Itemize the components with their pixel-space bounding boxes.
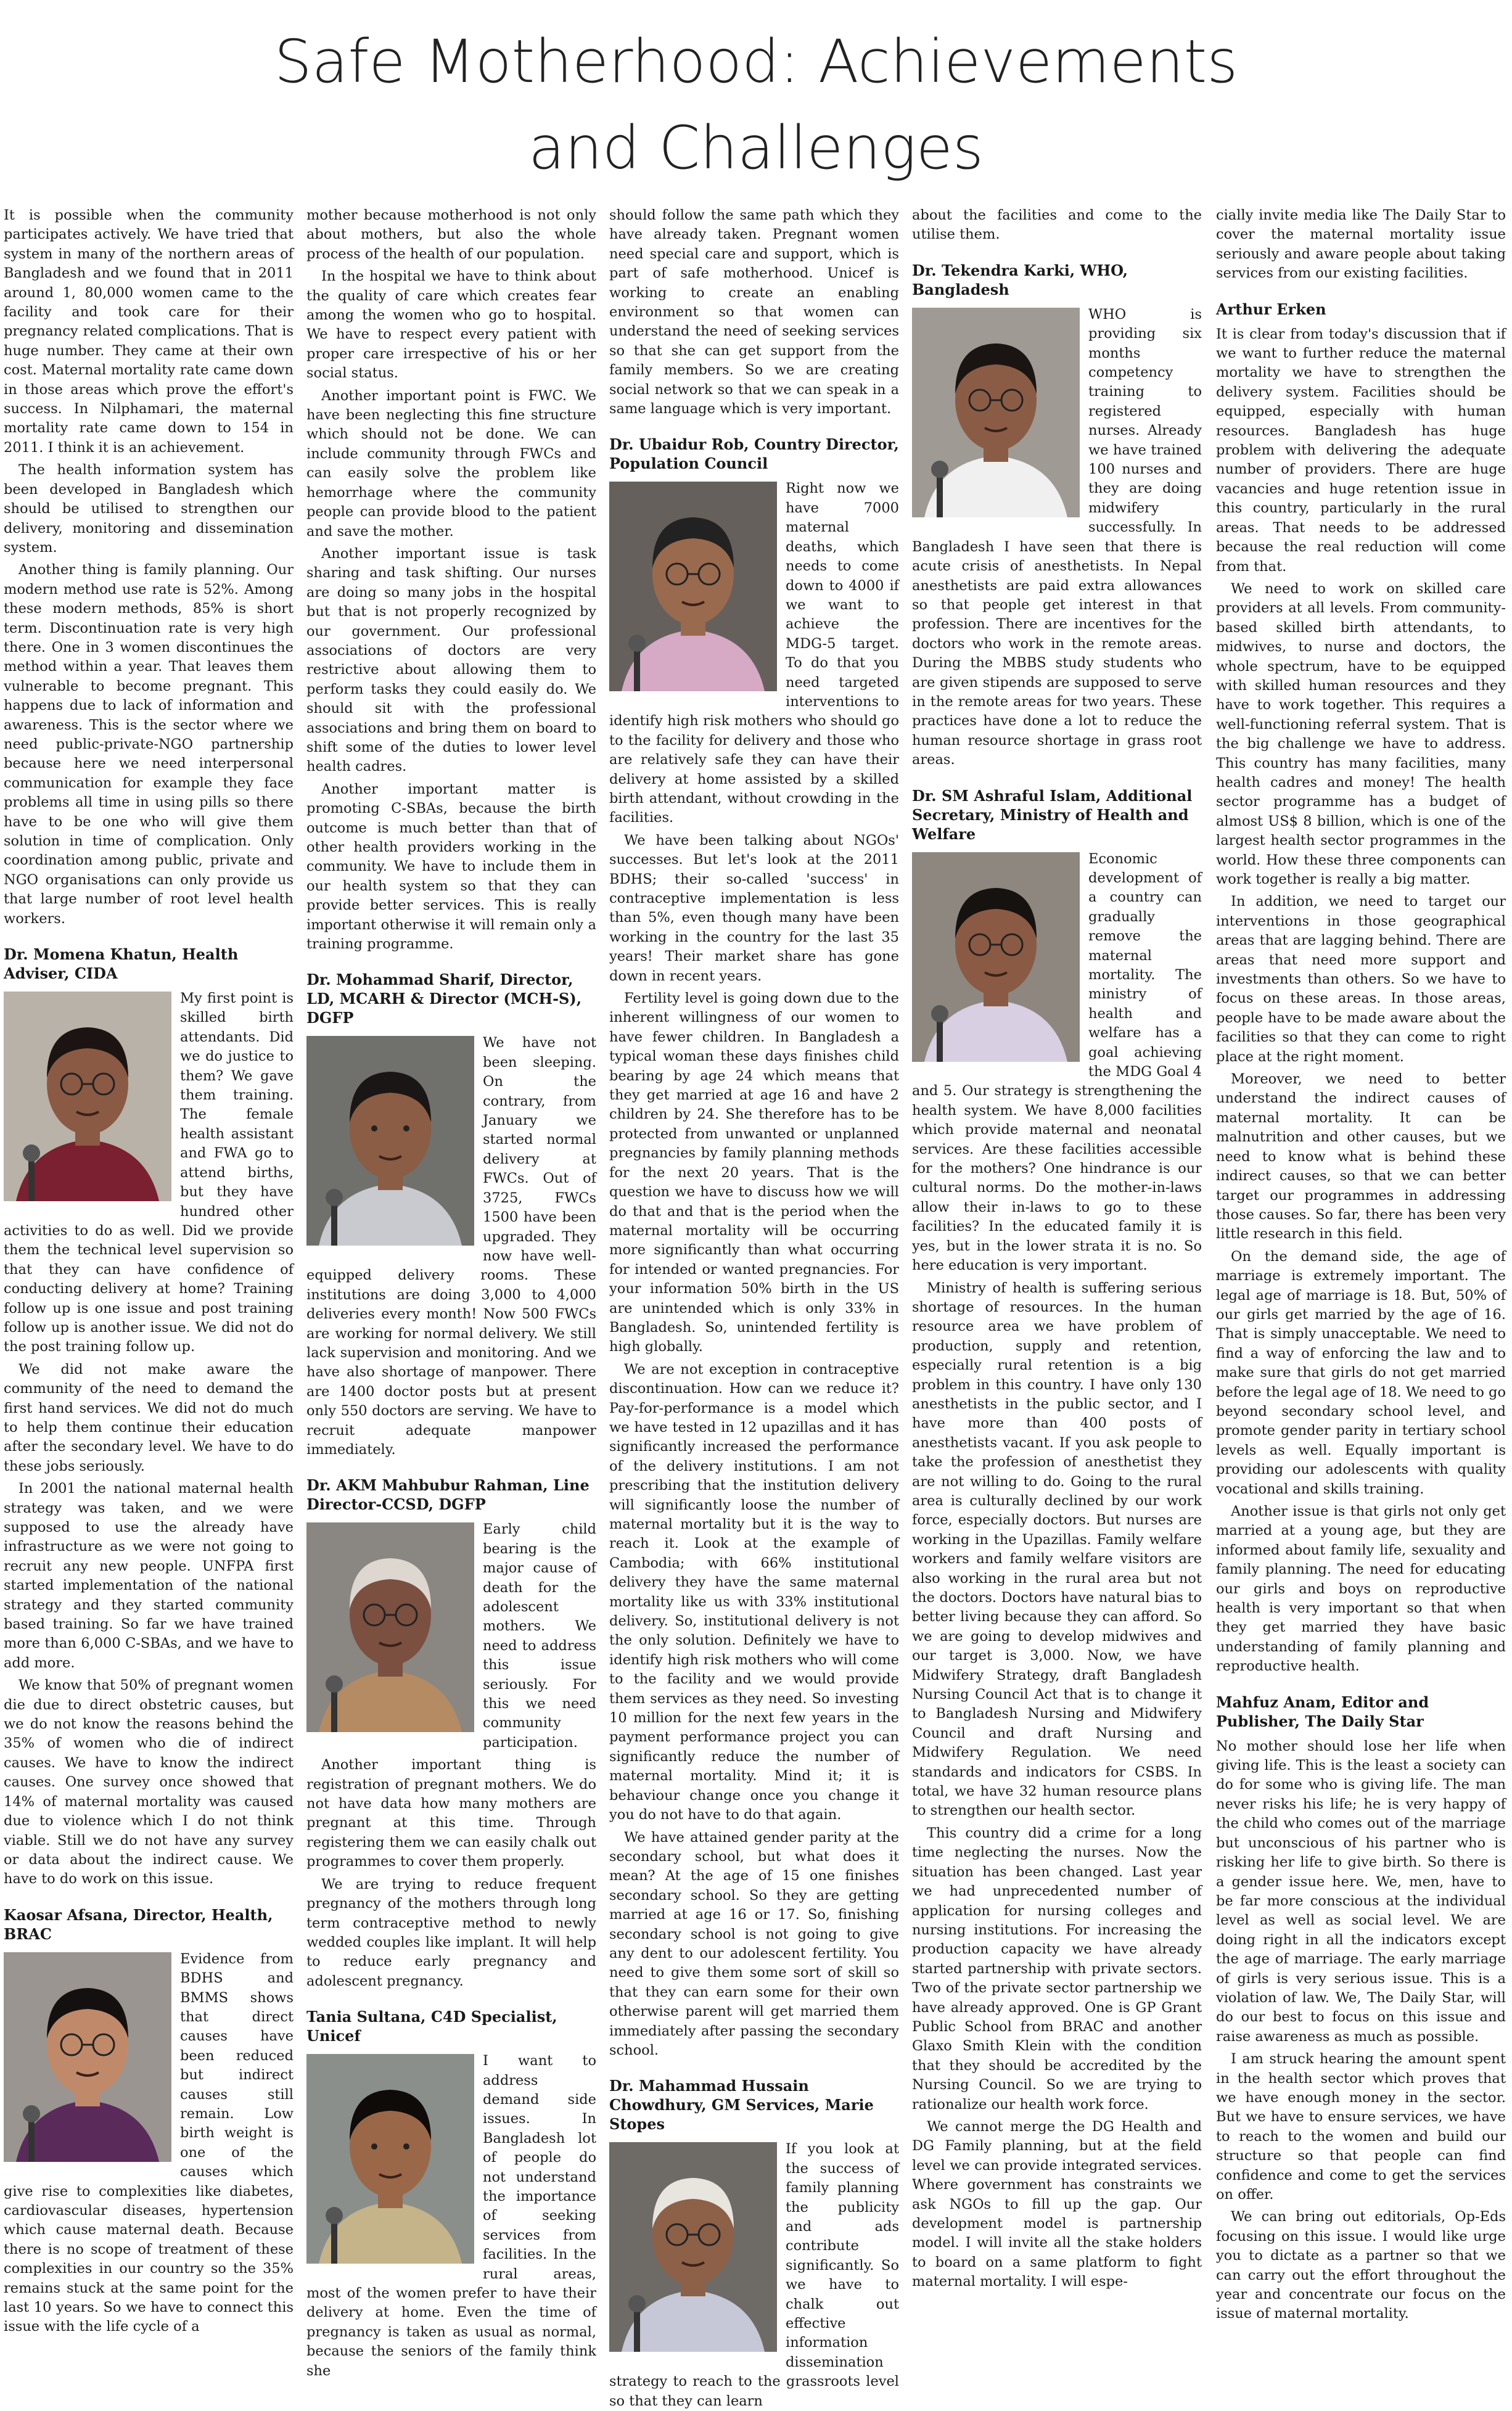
paragraph: We need to work on skilled care providers at all levels. From community-based skilled birth attendants, to midwives, to nurse and doctors, the whole spectrum, have to be equipped with skilled human resources and they have to work together. This requires a well-functioning referral system. That is the big challenge we have to address. This country has many facilities, many health cadres and money! The health sector programme has a budget of almost US$ 8 billion, which is one of the largest health sector programmes in the world. How these three components can work together is really a big matter. xyxy=(1216,580,1506,887)
speaker-name: Dr. SM Ashraful Islam, Additional Secretary, Ministry of Health and Welfare xyxy=(912,786,1193,843)
speaker-name: Arthur Erken xyxy=(1216,300,1326,318)
paragraph: We know that 50% of pregnant women die due to direct obstetric causes, but we do not know the reasons behind the 35% of women who die of indirect causes. We have to know the indirect causes. One survey once showed that 14% of maternal mortality was caused due to violence which I do not think viable. Still we do not have any survey or data about the indirect cause. We have to do work on this issue. xyxy=(4,1677,294,1887)
column-3 xyxy=(609,206,899,2409)
paragraph: If you look at the success of family planning the publicity and ads contribute significantly. So we have to chalk out effective information dissemination strategy to reach to the grassroots level so that they can learn xyxy=(609,2141,899,2409)
paragraph: We have attained gender parity at the secondary school, but what does it mean? At the age of 15 one finishes secondary school. So they are getting married at age 16 or 17. So, finishing secondary school is not going to give any dent to our adolescent fertility. You need to give them some sort of skill so that they can earn some for their own otherwise parent will get married them immediately after passing the secondary school. xyxy=(609,1829,899,2058)
speaker-photo xyxy=(4,1952,171,2162)
speaker-photo xyxy=(306,1522,474,1732)
paragraph: We can bring out editorials, Op-Eds focusing on this issue. I would like urge you to dictate as a partner so that we can carry out the effort throughout the year and concentrate our focus on the issue of maternal mortality. xyxy=(1216,2209,1506,2322)
paragraph: We have been talking about NGOs' successes. But let's look at the 2011 BDHS; their so-called 'success' in contraceptive implementation is less than 5%, even though many have been working in the country for the last 35 years! Their market share has gone down in recent years. xyxy=(609,832,899,984)
column-2 xyxy=(306,206,596,2379)
speaker-name: Dr. Momena Khatun, Health Adviser, CIDA xyxy=(4,945,239,983)
paragraph: This country did a crime for a long time neglecting the nurses. Now the situation has been changed. Last year we had unprecedented number of application for nursing colleges and nursing institutions. For increasing the production capacity we have already started partnership with private sectors. Two of the private sector partnership we have already approved. One is GP Grant Public School from BRAC and another Glaxo Smith Klein with the condition that they should be accredited by the Nursing Council. So we are trying to rationalize our health work force. xyxy=(912,1825,1202,2113)
column-1 xyxy=(4,206,294,2335)
paragraph: The health information system has been developed in Bangladesh which should be utilised to strengthen our delivery, monitoring and dissemination system. xyxy=(4,462,294,556)
speaker-photo xyxy=(912,308,1080,517)
paragraph: Another important matter is promoting C-SBAs, because the birth outcome is much better than that of other health providers working in the community. We have to include them in our health system so that they can provide better services. This is really important otherwise it will remain only a training programme. xyxy=(306,781,596,953)
paragraph: Ministry of health is suffering serious shortage of resources. In the human resource area we have problem of production, supply and retention, especially rural retention is a big problem in this country. I have only 130 anesthetists in the public sector, and I have more than 400 posts of anesthetists vacant. If you ask people to take the profession of anesthetist they are not willing to do. Going to the rural area is culturally declined by our work force, especially doctors. But nurses are working in the Upazillas. Family welfare workers and family welfare visitors are also working in the rural area but not the doctors. Doctors have natural bias to better living because they can afford. So we are going to develop midwives and our target is 3,000. Now, we have Midwifery Strategy, draft Bangladesh Nursing Council Act that is to change it to Bangladesh Nursing and Midwifery Council and draft Nursing and Midwifery Regulation. We need standards and indicators for CSBS. In total, we have 32 human resource plans to strengthen our health sector. xyxy=(912,1279,1202,1819)
paragraph: Moreover, we need to better understand the indirect causes of maternal mortality. It can be malnutrition and other causes, but we need to know what is behind these indirect causes, so that we can better target our programmes in addressing those causes. So far, there has been very little research in this field. xyxy=(1216,1071,1506,1242)
speaker-name: Dr. Tekendra Karki, WHO, Bangladesh xyxy=(912,261,1128,298)
paragraph: We are not exception in contraceptive discontinuation. How can we reduce it? Pay-for-performance is a model which we have tested in 12 upazillas and it has significantly increased the performance of the delivery institutions. I am not prescribing that the institution delivery will significantly loose the number of maternal mortality but it is the way to reach it. Look at the example of Cambodia; with 66% institutional delivery they have the same maternal mortality like us with 33% institutional delivery. So, institutional delivery is not the only solution. Definitely we have to identify high risk mothers who will come to the facility and we would provide them services as they need. So investing 10 million for the next few years in the payment performance project you can significantly reduce the number of maternal mortality. Mind it; it is behaviour change once you change it you do not have to do that again. xyxy=(609,1361,899,1823)
paragraph: I am struck hearing the amount spent in the health sector which proves that we have enough money in the sector. But we have to ensure services, we have to reach to the women and build our structure so that people can find confidence and come to get the services on offer. xyxy=(1216,2051,1506,2203)
paragraph: WHO is providing six months competency training to registered nurses. Already we have trained 100 nurses and they are doing midwifery successfully. In Bangladesh I have seen that there is acute crisis of anesthetists. In Nepal anesthetists are paid extra allowances so that people get interest in that profession. There are incentives for the doctors who work in the remote areas. During the MBBS study students who are given stipends are supposed to serve in the remote areas for two years. These practices have done a lot to reduce the human resource shortage in grass root areas. xyxy=(912,306,1202,768)
paragraph: In addition, we need to target our interventions in those geographical areas that are lagging behind. There are areas that need more support and investments than others. So we have to focus on these areas. In those areas, people have to be made aware about the facilities so that they can come to right place at the right moment. xyxy=(1216,893,1506,1065)
paragraph: Another important issue is task sharing and task shifting. Our nurses are doing so many jobs in the hospital but that is not properly recognized by our government. Our professional associations of doctors are very restrictive about allowing them to perform tasks they could easily do. We should sit with the professional associations and bring them on board to shift some of the duties to lower level health cadres. xyxy=(306,545,596,775)
speaker-photo xyxy=(912,852,1080,1062)
paragraph: We did not make aware the community of the need to demand the first hand services. We did not do much to help them continue their education after the secondary level. We have to do these jobs seriously. xyxy=(4,1361,294,1474)
paragraph: Another important thing is registration of pregnant mothers. We do not have data how many mothers are pregnant at this time. Through registering them we can easily chalk out programmes to cover them properly. xyxy=(306,1757,596,1870)
paragraph: No mother should lose her life when giving life. This is the least a society can do for some who is giving life. The man never risks his life; he is very happy of the child who comes out of the marriage but unconscious of his partner who is risking her life to give birth. So there is a gender issue here. We, men, have to be far more conscious at the individual level as well as social level. We are doing right in all the indicators except the age of marriage. The early marriage of girls is very serious issue. This is a violation of law. We, The Daily Star, will do our best to focus on this issue and raise awareness as much as possible. xyxy=(1216,1738,1506,2045)
paragraph: We are trying to reduce frequent pregnancy of the mothers through long term contraceptive method to newly wedded couples like implant. It will help to reduce early pregnancy and adolescent pregnancy. xyxy=(306,1876,596,1989)
paragraph: should follow the same path which they have already taken. Pregnant women need special care and support, which is part of safe motherhood. Unicef is working to create an enabling environment so that women can understand the need of seeking services so that she can get support from the family members. So we are creating social network so that we can speak in a same language which is very important. xyxy=(609,207,899,417)
column-4 xyxy=(912,206,1202,2290)
paragraph: mother because motherhood is not only about mothers, but also the whole process of the health of our population. xyxy=(306,207,596,262)
paragraph: My first point is skilled birth attendants. Did we do justice to them? We gave them training. The female health assistant and FWA go to attend births, but they have hundred other activities to do as well. Did we provide them the technical level supervision so that they can have confidence of conducting delivery at home? Training follow up is one issue and post training follow up is another issue. We did not do the post training follow up. xyxy=(4,990,294,1355)
speaker-photo xyxy=(306,1036,474,1246)
speaker-name: Dr. Mahammad Hussain Chowdhury, GM Services, Marie Stopes xyxy=(609,2077,874,2134)
paragraph: Early child bearing is the major cause of death for the adolescent mothers. We need to address this issue seriously. For this we need community participation. xyxy=(483,1521,596,1751)
speaker-name: Dr. Mohammad Sharif, Director, LD, MCARH & Director (MCH-S), DGFP xyxy=(306,971,582,1027)
paragraph: We cannot merge the DG Health and DG Family planning, but at the field level we can provide integrated services. Where government has constraints we ask NGOs to fill up the gap. Our development model is partnership model. I will invite all the stake holders to board on a same platform to fight maternal mortality. I will espe- xyxy=(912,2118,1202,2290)
speaker-name: Mahfuz Anam, Editor and Publisher, The Daily Star xyxy=(1216,1693,1429,1730)
paragraph: Fertility level is going down due to the inherent willingness of our women to have fewer children. In Bangladesh a typical woman these days finishes child bearing by age 24 which means that they get married at age 16 and have 2 children by 24. She therefore has to be protected from unwanted or unplanned pregnancies by family planning methods for the next 20 years. That is the question we have to discuss how we will do that and that is the period when the maternal mortality will be occurring more significantly than what occurring for intended or wanted pregnancies. For your information 50% birth in the US are unintended which is only 33% in Bangladesh. So, unintended fertility is high globally. xyxy=(609,990,899,1355)
paragraph: cially invite media like The Daily Star to cover the maternal mortality issue seriously and aware people about taking services from our existing facilities. xyxy=(1216,207,1506,282)
speaker-name: Dr. Ubaidur Rob, Country Director, Population Council xyxy=(609,435,899,473)
paragraph: Another thing is family planning. Our modern method use rate is 52%. Among these modern methods, 85% is short term. Discontinuation rate is very high there. One in 3 women discontinues the method within a year. That leaves them vulnerable to become pregnant. This happens due to lack of information and awareness. This is the sector where we need public-private-NGO partnership because here we need interpersonal communication for example they face problems all time in using pills so there have to be one who will give them solution in time of complication. Only coordination among public, private and NGO organisations can only provide us that large number of root level health workers. xyxy=(4,562,294,927)
speaker-photo xyxy=(609,2142,777,2352)
speaker-photo xyxy=(306,2054,474,2264)
column-5 xyxy=(1216,206,1506,2322)
speaker-name: Dr. AKM Mahbubur Rahman, Line Director-CCSD, DGFP xyxy=(306,1476,590,1514)
title-line-2: and Challenges xyxy=(528,113,984,183)
paragraph: Evidence from BDHS and BMMS shows that direct causes have been reduced but indirect causes still remain. Low birth weight is one of the causes which give rise to complexities like diabetes, cardiovascular diseases, hypertension which cause maternal death. Because there is no scope of treatment of these complexities in our country so the 35% remains stuck at the same point for the last 10 years. So we have to connect this issue with the life cycle of a xyxy=(4,1950,294,2335)
speaker-name: Kaosar Afsana, Director, Health, BRAC xyxy=(4,1905,273,1943)
speaker-photo xyxy=(4,992,171,1201)
paragraph: It is clear from today's discussion that if we want to further reduce the maternal mortality we have to strengthen the delivery system. Facilities should be equipped, especially with human resources. Bangladesh has huge problem with delivering the adequate number of providers. There are huge vacancies and huge retention issue in this country, particularly in the rural areas. That needs to be addressed because the real reduction will come from that. xyxy=(1216,326,1506,575)
paragraph: On the demand side, the age of marriage is extremely important. The legal age of marriage is 18. But, 50% of our girls get married by the age of 16. That is simply unacceptable. We need to find a way of enforcing the law and to make sure that girls do not get married before the legal age of 18. We need to go beyond secondary school level, and promote gender parity in tertiary school levels as well. Equally important is providing our adolescents with quality vocational and skills training. xyxy=(1216,1248,1506,1497)
speaker-photo xyxy=(609,482,777,691)
paragraph: about the facilities and come to the utilise them. xyxy=(912,207,1202,243)
paragraph: In 2001 the national maternal health strategy was taken, and we were supposed to use the already have infrastructure as we were not going to recruit any new people. UNFPA first started implementation of the national strategy and they started community based training. So far we have trained more than 6,000 C-SBAs, and we have to add more. xyxy=(4,1481,294,1671)
title-line-1: Safe Motherhood: Achievements xyxy=(274,27,1238,96)
paragraph: Economic development of a country can gradually remove the maternal mortality. The ministry of health and welfare has a goal achieving the MDG Goal 4 and 5. Our strategy is strengthening the health system. We have 8,000 facilities which provide maternal and neonatal services. Are these facilities accessible for the mothers? One hindrance is our cultural norms. Do the mother-in-laws allow their in-laws to go to these facilities? In the educated family it is yes, but in the lower strata it is no. So here education is very important. xyxy=(912,850,1202,1274)
speaker-name: Tania Sultana, C4D Specialist, Unicef xyxy=(306,2008,557,2045)
paragraph: We have not been sleeping. On the contrary, from January we started normal delivery at FWCs. Out of 3725, FWCs 1500 have been upgraded. They now have well-equipped delivery rooms. These institutions are doing 3,000 to 4,000 deliveries every month! Now 500 FWCs are working for normal delivery. We still lack supervision and monitoring. And we have also shortage of manpower. There are 1400 doctor posts but at present only 550 doctors are serving. We have to recruit adequate manpower immediately. xyxy=(306,1035,596,1458)
paragraph: In the hospital we have to think about the quality of care which creates fear among the women who go to hospital. We have to respect every patient with proper care irrespective of his or her social status. xyxy=(306,268,596,382)
paragraph: I want to address demand side issues. In Bangladesh lot of people do not understand the importance of seeking services from facilities. In the rural areas, most of the women prefer to have their delivery at home. Even the time of pregnancy is taken as usual as normal, because the seniors of the family think she xyxy=(306,2053,596,2379)
paragraph: Another important point is FWC. We have been neglecting this fine structure which should not be done. We can include community through FWCs and can easily solve the problem like hemorrhage where the community people can provide blood to the patient and save the mother. xyxy=(306,387,596,540)
paragraph: Right now we have 7000 maternal deaths, which needs to come down to 4000 if we want to achieve the MDG-5 target. To do that you need targeted interventions to identify high risk mothers who should go to the facility for delivery and those who are relatively safe they can have their delivery at home assisted by a skilled birth attendant, without crowding in the facilities. xyxy=(609,480,899,826)
page-title xyxy=(0,18,1512,191)
paragraph: Another issue is that girls not only get married at a young age, but they are informed about family life, sexuality and family planning. The need for educating our girls and boys on reproductive health is very important so that when they get married they have basic understanding of family planning and reproductive health. xyxy=(1216,1503,1506,1675)
paragraph: It is possible when the community participates actively. We have tried that system in many of the northern areas of Bangladesh and we found that in 2011 around 1, 80,000 women came to the facility and took care for their pregnancy related complications. That is huge number. They came at their own cost. Maternal mortality rate came down in those areas which prove the effort's success. In Nilphamari, the maternal mortality rate came down to 154 in 2011. I think it is an achievement. xyxy=(4,207,294,456)
